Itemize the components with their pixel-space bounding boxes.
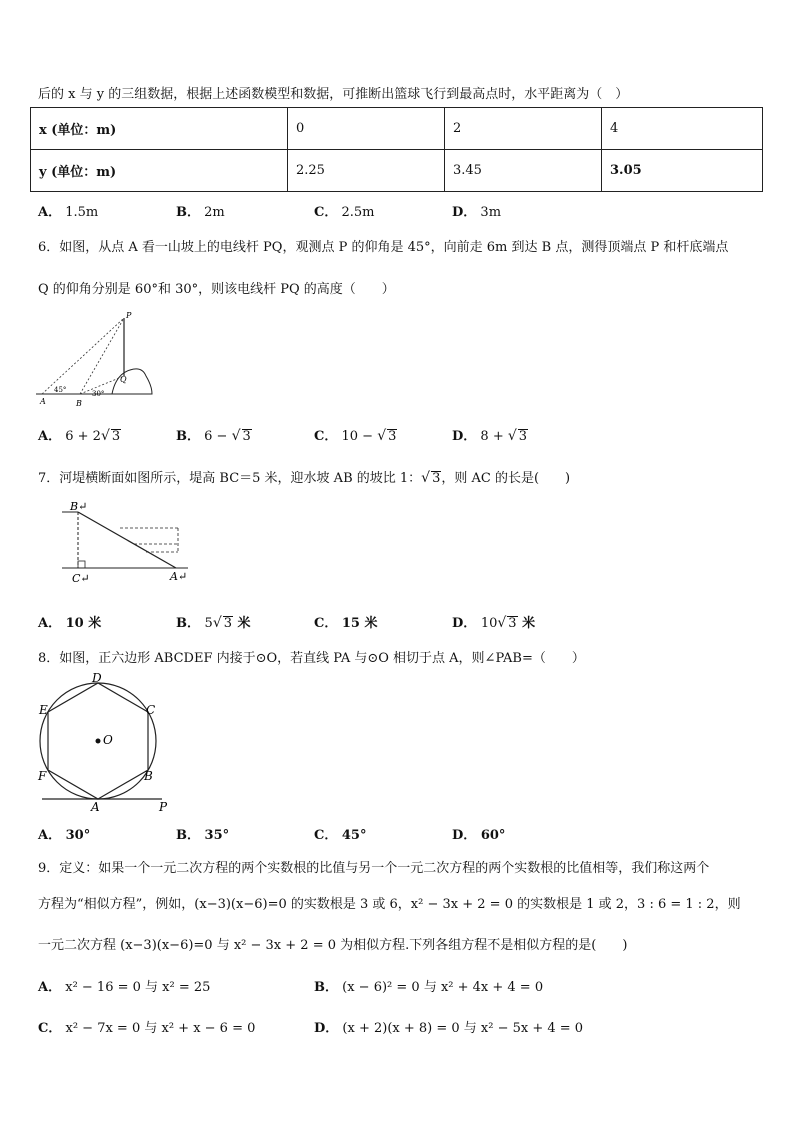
label-q: Q [120, 375, 127, 384]
q5-option-b[interactable] [176, 201, 225, 220]
q9-option-b[interactable] [314, 976, 543, 995]
option-letter: A． [38, 616, 62, 631]
q7-option-d[interactable]: D． 10√ 3 米 [452, 615, 536, 631]
option-letter: A． [38, 205, 62, 220]
q7-stem-part-b: ，则 AC 的长是( ) [441, 471, 571, 486]
option-letter: C． [314, 828, 338, 843]
option-text: 35° [204, 828, 230, 843]
q7-option-b[interactable]: B． 5√ 3 米 [176, 615, 251, 631]
q8-option-b[interactable] [176, 824, 229, 843]
q6-stem-line2: Q 的仰角分别是 60°和 30°，则该电线杆 PQ 的高度（ ） [38, 282, 395, 297]
label-b: B [144, 769, 153, 783]
q7-figure [58, 498, 198, 586]
slope-line [78, 512, 176, 568]
option-text: x² − 7x = 0 与 x² + x − 6 = 0 [65, 1021, 256, 1036]
table-row-label: y (单位：m) [31, 150, 288, 192]
q6-option-a[interactable]: A． 6 + 2√ 3 [38, 428, 121, 444]
hill-shape [112, 369, 152, 394]
table-cell: 2.25 [288, 150, 445, 192]
option-letter: D． [452, 616, 477, 631]
center-point-o [96, 739, 101, 744]
q6-option-d[interactable]: D． 8 + √ 3 [452, 428, 528, 444]
option-text: x² − 16 = 0 与 x² = 25 [65, 980, 211, 995]
option-letter: C． [314, 429, 338, 444]
label-angle-45: 45° [54, 386, 67, 394]
label-angle-30: 30° [92, 390, 105, 398]
q7-stem: 7．河堤横断面如图所示，堤高 BC＝5 米，迎水坡 AB 的坡比 1：√ 3，则 AC 的长是( ) [38, 470, 571, 486]
label-b: B [76, 399, 82, 408]
label-e: E [39, 703, 48, 717]
option-text: (x − 6)² = 0 与 x² + 4x + 4 = 0 [342, 980, 544, 995]
q8-option-c[interactable] [314, 824, 366, 843]
label-d: D [92, 672, 102, 685]
q8-option-a[interactable] [38, 824, 90, 843]
option-letter: A． [38, 429, 62, 444]
q6-stem-line1: 6．如图，从点 A 看一山坡上的电线杆 PQ，观测点 P 的仰角是 45°，向前走 6m 到达 B 点，测得顶端点 P 和杆底端点 [38, 240, 729, 255]
option-letter: C． [314, 205, 338, 220]
q8-stem: 8．如图，正六边形 ABCDEF 内接于⊙O，若直线 PA 与⊙O 相切于点 A，则∠PAB=（ ） [38, 651, 585, 666]
option-letter: C． [314, 616, 338, 631]
option-text: 10 − [341, 429, 378, 444]
radicand: 3 [518, 429, 528, 444]
label-b: B↵ [70, 500, 88, 513]
option-letter: C． [38, 1021, 62, 1036]
q9-option-a[interactable] [38, 976, 210, 995]
q7-stem-part-a: 7．河堤横断面如图所示，堤高 BC＝5 米，迎水坡 AB 的坡比 1： [38, 471, 422, 486]
option-letter: B． [176, 429, 200, 444]
option-text: 10 [480, 616, 498, 631]
q6-option-b[interactable]: B． 6 − √ 3 [176, 428, 251, 444]
right-angle-mark [78, 561, 85, 568]
label-a: A↵ [170, 570, 188, 583]
sight-line-b-p [80, 318, 124, 394]
table-row-label: x (单位：m) [31, 108, 288, 150]
label-c: C↵ [72, 572, 90, 585]
q5-option-a[interactable] [38, 201, 98, 220]
label-a: A [91, 800, 100, 812]
option-text: 2.5m [341, 205, 375, 220]
option-text: 6 − [204, 429, 232, 444]
label-o: O [103, 733, 113, 747]
q5-option-d[interactable] [452, 201, 501, 220]
label-p: P [159, 800, 168, 812]
option-text: 8 + [480, 429, 508, 444]
table-row [31, 150, 763, 192]
option-letter: D． [452, 828, 477, 843]
option-text: 6 + 2 [65, 429, 101, 444]
q8-option-d[interactable] [452, 824, 505, 843]
option-letter: B． [176, 828, 200, 843]
radicand: 3 [508, 616, 517, 631]
q5-option-c[interactable] [314, 201, 375, 220]
option-text: 5 [204, 616, 213, 631]
option-text: 45° [341, 828, 367, 843]
option-letter: A． [38, 980, 62, 995]
option-unit: 米 [517, 616, 536, 631]
option-letter: B． [176, 205, 200, 220]
radicand: 3 [432, 471, 441, 486]
q8-figure [34, 672, 184, 812]
q7-option-c[interactable] [314, 612, 378, 631]
table-cell: 3.45 [445, 150, 602, 192]
option-text: 1.5m [65, 205, 99, 220]
q6-option-c[interactable]: C． 10 − √ 3 [314, 428, 397, 444]
option-text: 60° [480, 828, 506, 843]
sight-line-a-p [42, 318, 124, 394]
label-a: A [40, 397, 46, 406]
label-c: C [146, 703, 156, 717]
q9-option-d[interactable] [314, 1017, 583, 1036]
radicand: 3 [223, 616, 233, 631]
table-cell: 3.05 [602, 150, 763, 192]
option-letter: B． [176, 616, 200, 631]
q9-stem-line3: 一元二次方程 (x−3)(x−6)=0 与 x² − 3x + 2 = 0 为相似方程.下列各组方程不是相似方程的是( ) [38, 938, 628, 953]
option-letter: D． [452, 429, 477, 444]
option-letter: D． [452, 205, 477, 220]
q5-stem-tail: 后的 x 与 y 的三组数据，根据上述函数模型和数据，可推断出篮球飞行到最高点时，水平距离为（ ） [38, 87, 629, 102]
q7-option-a[interactable] [38, 612, 101, 631]
radicand: 3 [388, 429, 397, 444]
q9-option-c[interactable] [38, 1017, 255, 1036]
option-letter: D． [314, 1021, 339, 1036]
table-cell: 2 [445, 108, 602, 150]
label-p: P [126, 311, 132, 320]
table-cell: 0 [288, 108, 445, 150]
option-letter: B． [314, 980, 338, 995]
option-text: 15 米 [341, 616, 378, 631]
q6-figure [34, 308, 159, 408]
q9-stem-line2: 方程为“相似方程”，例如，(x−3)(x−6)=0 的实数根是 3 或 6，x² − 3x + 2 = 0 的实数根是 1 或 2，3 : 6 = 1 : 2，则 [38, 897, 741, 912]
label-f: F [38, 769, 47, 783]
option-text: 30° [65, 828, 91, 843]
option-text: 2m [204, 205, 225, 220]
q5-data-table [30, 107, 763, 192]
option-text: 3m [480, 205, 502, 220]
option-text: 10 米 [65, 616, 102, 631]
table-cell: 4 [602, 108, 763, 150]
table-row [31, 108, 763, 150]
option-text: (x + 2)(x + 8) = 0 与 x² − 5x + 4 = 0 [342, 1021, 584, 1036]
radicand: 3 [242, 429, 251, 444]
option-unit: 米 [233, 616, 251, 631]
radicand: 3 [111, 429, 121, 444]
option-letter: A． [38, 828, 62, 843]
q9-stem-line1: 9．定义：如果一个一元二次方程的两个实数根的比值与另一个一元二次方程的两个实数根的比值相等，我们称这两个 [38, 861, 710, 876]
